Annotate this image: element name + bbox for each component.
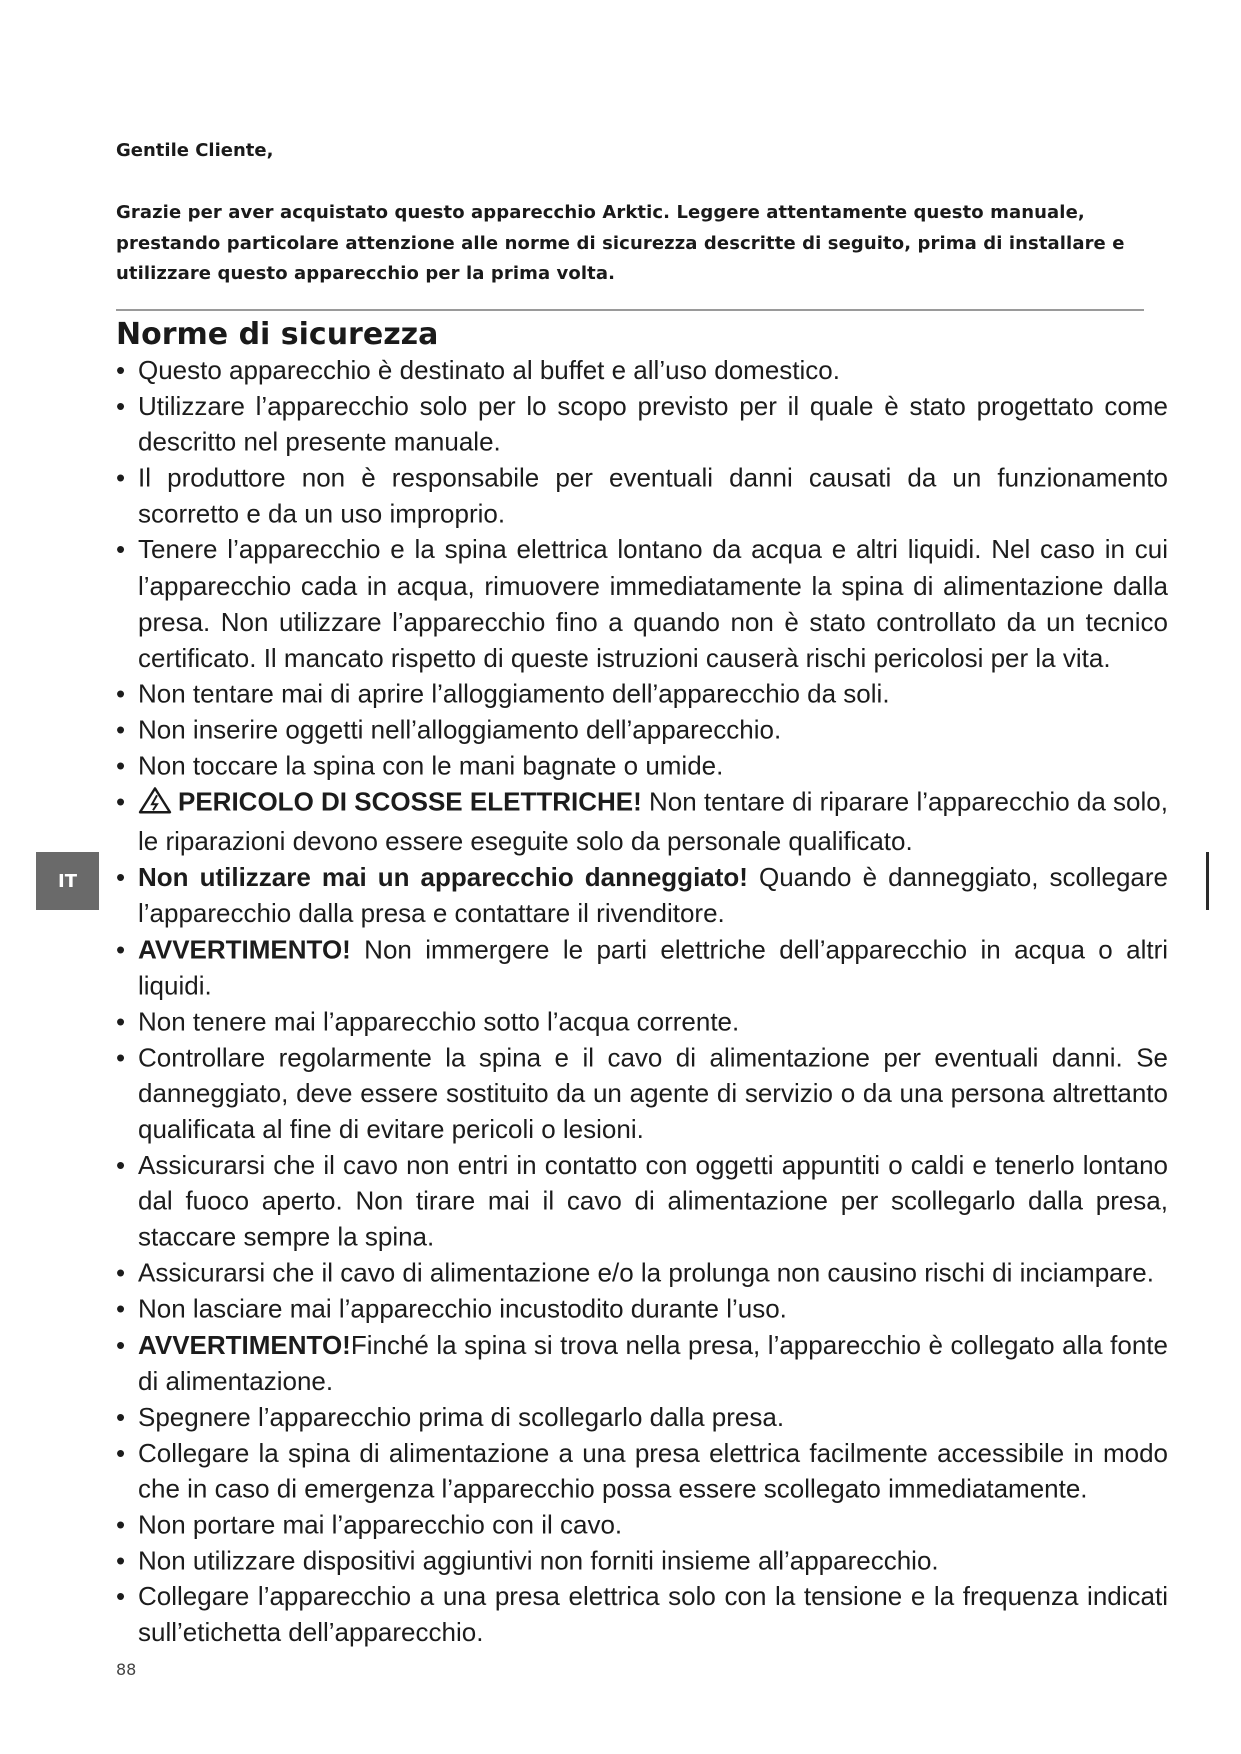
rule-text: Quando è danneggiato, scollegare l’apparecchio dalla presa e contattare il rivenditore. [138, 862, 1168, 929]
rule-text: Non lasciare mai l’apparecchio incustodito durante l’uso. [138, 1293, 787, 1324]
rule-item [116, 1291, 1168, 1327]
safety-rules-list [116, 352, 1168, 1650]
rule-item [116, 712, 1168, 748]
bullet: • [116, 934, 126, 965]
bullet: • [116, 714, 126, 745]
rule-warning-label: Non utilizzare mai un apparecchio danneggiato! [138, 862, 748, 893]
rule-item [116, 532, 1168, 676]
rule-item [116, 1255, 1168, 1291]
rule-text: Controllare regolarmente la spina e il cavo di alimentazione per eventuali danni. Se danneggiato, deve essere sostituito da un agente di servizio o da una persona altrettanto qualificata al fine di evitare pericoli o lesioni. [138, 1042, 1168, 1144]
side-thumb-mark [1206, 852, 1209, 910]
rule-warning-label: PERICOLO DI SCOSSE ELETTRICHE! [178, 786, 642, 817]
intro-paragraph: Grazie per aver acquistato questo apparecchio Arktic. Leggere attentamente questo manuale, prestando particolare attenzione alle norme di sicurezza descritte di seguito, prima di installare e utilizzare questo apparecchio per la prima volta. [116, 202, 1125, 284]
bullet: • [116, 1545, 126, 1576]
bullet: • [116, 750, 126, 781]
rule-text: Collegare l’apparecchio a una presa elettrica solo con la tensione e la frequenza indicati sull’etichetta dell’apparecchio. [138, 1581, 1168, 1648]
rule-warning-label: AVVERTIMENTO! [138, 934, 351, 965]
bullet: • [116, 1401, 126, 1432]
electric-warning-icon [138, 786, 172, 823]
rule-item [116, 1507, 1168, 1543]
bullet: • [116, 534, 126, 565]
bullet: • [116, 1257, 126, 1288]
rule-text: Collegare la spina di alimentazione a una presa elettrica facilmente accessibile in modo che in caso di emergenza l’apparecchio possa essere scollegato immediatamente. [138, 1437, 1168, 1504]
bullet: • [116, 1293, 126, 1324]
rule-text: Utilizzare l’apparecchio solo per lo scopo previsto per il quale è stato progettato come descritto nel presente manuale. [138, 390, 1168, 457]
rule-item [116, 1399, 1168, 1435]
rule-item [116, 676, 1168, 712]
section-title: Norme di sicurezza [116, 317, 439, 352]
bullet: • [116, 1437, 126, 1468]
rule-text: Questo apparecchio è destinato al buffet e all’uso domestico. [138, 354, 840, 385]
rule-text: Finché la spina si trova nella presa, l’apparecchio è collegato alla fonte di alimentazione. [138, 1329, 1168, 1396]
rule-text: Tenere l’apparecchio e la spina elettrica lontano da acqua e altri liquidi. Nel caso in cui l’apparecchio cada in acqua, rimuovere immediatamente la spina di alimentazione dalla presa. Non utilizzare l’apparecchio fino a quando non è stato controllato da un tecnico certificato. Il mancato rispetto di queste istruzioni causerà rischi pericolosi per la vita. [138, 534, 1168, 673]
greeting: Gentile Cliente, [116, 140, 274, 161]
rule-item [116, 859, 1168, 931]
rule-text: Non portare mai l’apparecchio con il cavo. [138, 1509, 623, 1540]
rule-item [116, 1543, 1168, 1579]
page-number: 88 [116, 1660, 137, 1679]
bullet: • [116, 1150, 126, 1180]
rule-text: Il produttore non è responsabile per eventuali danni causati da un funzionamento scorretto e da un uso improprio. [138, 462, 1168, 529]
bullet: • [116, 786, 126, 817]
rule-text: Non tenere mai l’apparecchio sotto l’acqua corrente. [138, 1006, 740, 1037]
rule-item [116, 748, 1168, 784]
rule-text: Non utilizzare dispositivi aggiuntivi non forniti insieme all’apparecchio. [138, 1545, 939, 1576]
rule-item [116, 1327, 1168, 1399]
rule-text: Spegnere l’apparecchio prima di scollegarlo dalla presa. [138, 1401, 785, 1432]
bullet: • [116, 1329, 126, 1360]
bullet: • [116, 1509, 126, 1540]
section-divider [116, 309, 1144, 311]
bullet: • [116, 1042, 126, 1073]
rule-text: Non tentare mai di aprire l’alloggiamento dell’apparecchio da soli. [138, 678, 890, 709]
rule-text: Non inserire oggetti nell’alloggiamento dell’apparecchio. [138, 714, 782, 745]
rule-warning-label: AVVERTIMENTO! [138, 1329, 351, 1360]
bullet: • [116, 678, 126, 709]
rule-item [116, 1147, 1168, 1255]
rule-item [116, 1039, 1168, 1147]
rule-text: Non immergere le parti elettriche dell’apparecchio in acqua o altri liquidi. [138, 934, 1168, 1001]
language-tab: IT [36, 852, 99, 910]
bullet: • [116, 1581, 126, 1612]
rule-item [116, 1435, 1168, 1507]
bullet: • [116, 862, 126, 893]
rule-item [116, 1579, 1168, 1651]
rule-item [116, 1003, 1168, 1039]
rule-item [116, 783, 1168, 859]
rule-item [116, 460, 1168, 532]
bullet: • [116, 354, 126, 385]
rule-item [116, 352, 1168, 388]
bullet: • [116, 390, 126, 421]
rule-text: Non tentare di riparare l’apparecchio da solo, le riparazioni devono essere eseguite solo da personale qualificato. [138, 786, 1168, 857]
bullet: • [116, 462, 126, 493]
rule-item [116, 931, 1168, 1003]
bullet: • [116, 1006, 126, 1037]
rule-item [116, 388, 1168, 460]
rule-text: Assicurarsi che il cavo non entri in contatto con oggetti appuntiti o caldi e tenerlo lontano dal fuoco aperto. Non tirare mai il cavo di alimentazione per scollegarlo dalla presa, staccare sempre la spina. [138, 1150, 1168, 1252]
rule-text: Assicurarsi che il cavo di alimentazione e/o la prolunga non causino rischi di inciampare. [138, 1257, 1154, 1288]
rule-text: Non toccare la spina con le mani bagnate o umide. [138, 750, 724, 781]
